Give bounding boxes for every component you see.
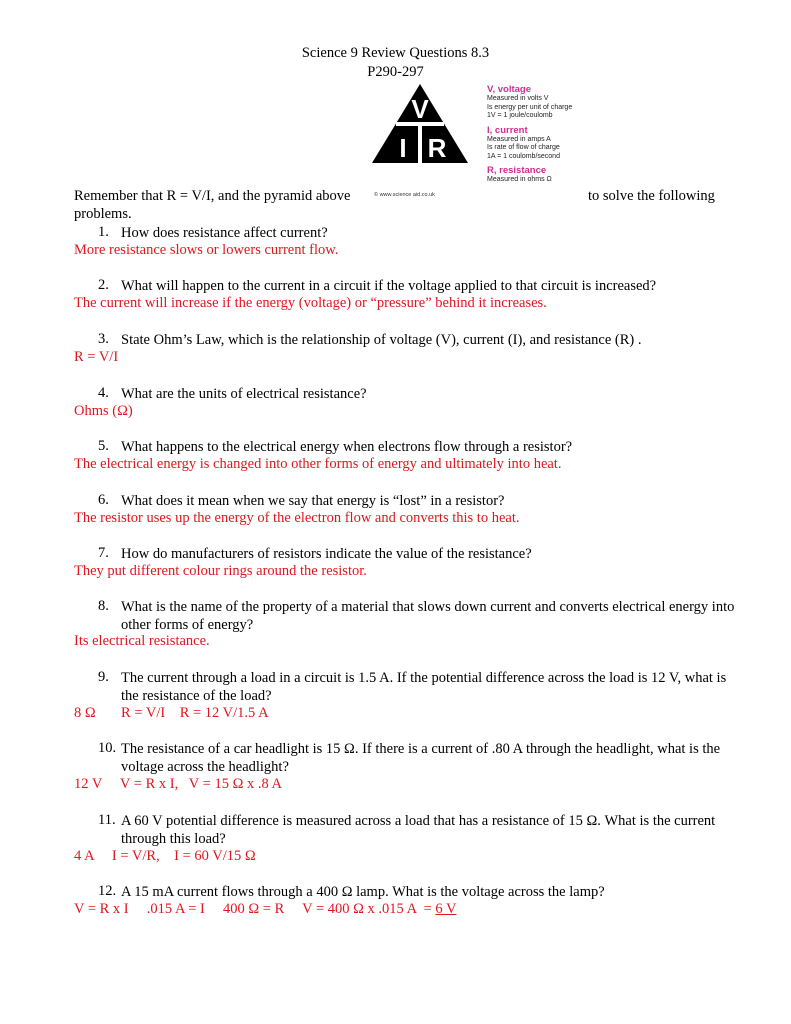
question-text: A 60 V potential difference is measured across a load that has a resistance of 15 Ω. What is the current through this load? bbox=[121, 813, 716, 847]
legend-line: Is rate of flow of charge bbox=[487, 144, 560, 151]
answer-text: 8 Ω R = V/I R = 12 V/1.5 A bbox=[74, 705, 269, 721]
question-text: The current through a load in a circuit is 1.5 A. If the potential difference across the load is 12 V, what is the resistance of the load? bbox=[121, 670, 727, 704]
triangle-v-label: V bbox=[411, 94, 429, 124]
page-range: P290-297 bbox=[367, 64, 424, 80]
answer-text: They put different colour rings around the resistor. bbox=[74, 563, 367, 579]
answer-text: More resistance slows or lowers current flow. bbox=[74, 242, 339, 258]
question-text: What will happen to the current in a circuit if the voltage applied to that circuit is increased? bbox=[121, 278, 657, 294]
question-number: 3. bbox=[98, 331, 109, 347]
question-text: How does resistance affect current? bbox=[121, 225, 328, 241]
question-text: A 15 mA current flows through a 400 Ω lamp. What is the voltage across the lamp? bbox=[121, 884, 605, 900]
answer-final-value: 6 V bbox=[435, 901, 457, 917]
legend-voltage bbox=[487, 84, 597, 121]
legend-line: Measured in amps A bbox=[487, 135, 551, 143]
question-number: 8. bbox=[98, 598, 109, 614]
question-text: The resistance of a car headlight is 15 Ω. If there is a current of .80 A through the headlight, what is the voltage across the headlight? bbox=[121, 741, 721, 775]
question-number: 7. bbox=[98, 545, 109, 561]
question-number: 6. bbox=[98, 492, 109, 508]
question-text: What does it mean when we say that energy is “lost” in a resistor? bbox=[121, 493, 505, 509]
question-number: 9. bbox=[98, 669, 109, 685]
answer-text: Its electrical resistance. bbox=[74, 633, 210, 649]
legend-voltage-heading: V, voltage bbox=[487, 84, 532, 95]
triangle-i-label: I bbox=[399, 133, 407, 163]
question-number: 12. bbox=[98, 883, 117, 899]
legend-line: Measured in ohms Ω bbox=[487, 176, 552, 183]
answer-text: The electrical energy is changed into other forms of energy and ultimately into heat. bbox=[74, 456, 562, 472]
answer-text: 4 A I = V/R, I = 60 V/15 Ω bbox=[74, 848, 256, 864]
vir-pyramid-figure bbox=[370, 82, 590, 202]
question-text: What happens to the electrical energy when electrons flow through a resistor? bbox=[121, 439, 573, 455]
legend-resistance bbox=[487, 165, 597, 185]
vir-triangle-icon bbox=[370, 82, 470, 165]
intro-text-end: to solve the following bbox=[588, 188, 715, 204]
answer-text: Ohms (Ω) bbox=[74, 403, 133, 419]
intro-text-start: Remember that R = V/I, and the pyramid above bbox=[74, 188, 351, 204]
intro-text-line2: problems. bbox=[74, 206, 132, 222]
answer-text: 12 V V = R x I, V = 15 Ω x .8 A bbox=[74, 776, 283, 792]
legend-current-heading: I, current bbox=[487, 124, 528, 136]
answer-text bbox=[74, 901, 456, 918]
question-text: What are the units of electrical resistance? bbox=[121, 386, 367, 402]
legend-line: 1V = 1 joule/coulomb bbox=[487, 112, 553, 119]
question-text: How do manufacturers of resistors indicate the value of the resistance? bbox=[121, 546, 532, 562]
legend-current bbox=[487, 125, 597, 162]
vir-legend bbox=[487, 84, 597, 189]
page-title: Science 9 Review Questions 8.3 bbox=[301, 45, 490, 61]
answer-working: V = R x I .015 A = I 400 Ω = R V = 400 Ω x .015 A = bbox=[74, 901, 436, 917]
question-number: 5. bbox=[98, 438, 109, 454]
legend-line: Measured in volts V bbox=[487, 95, 549, 102]
question-number: 11. bbox=[98, 812, 116, 828]
answer-text: The current will increase if the energy (voltage) or “pressure” behind it increases. bbox=[74, 295, 547, 311]
question-number: 2. bbox=[98, 277, 109, 293]
legend-line: 1A = 1 coulomb/second bbox=[487, 152, 560, 160]
answer-text: R = V/I bbox=[74, 349, 119, 365]
image-credit: © www.science aid.co.uk bbox=[374, 192, 435, 198]
question-text: State Ohm’s Law, which is the relationship of voltage (V), current (I), and resistance (R) . bbox=[121, 332, 642, 348]
question-number: 4. bbox=[98, 385, 109, 401]
question-text: What is the name of the property of a material that slows down current and converts electrical energy into other forms of energy? bbox=[121, 599, 735, 633]
legend-line: Is energy per unit of charge bbox=[487, 103, 573, 111]
question-number: 1. bbox=[98, 224, 109, 240]
triangle-r-label: R bbox=[427, 133, 447, 163]
question-number: 10. bbox=[98, 740, 117, 756]
answer-text: The resistor uses up the energy of the electron flow and converts this to heat. bbox=[74, 510, 520, 526]
legend-resistance-heading: R, resistance bbox=[487, 165, 547, 176]
